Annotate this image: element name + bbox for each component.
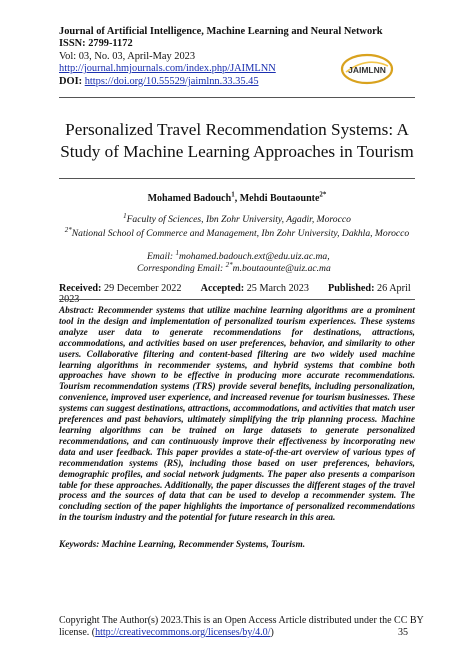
doi-link[interactable]: https://doi.org/10.55529/jaimlnn.33.35.45 bbox=[84, 75, 259, 87]
issn-line bbox=[59, 38, 359, 50]
journal-header bbox=[59, 26, 383, 88]
volume-line: Vol: 03, No. 03, April-May 2023 bbox=[59, 50, 196, 62]
license-link[interactable]: http://creativecommons.org/licenses/by/4.0/ bbox=[95, 627, 271, 638]
license-line-1: Copyright The Author(s) 2023.This is an Open Access Article distributed under the CC BY bbox=[59, 615, 424, 626]
title-line-2: Study of Machine Learning Approaches in Tourism bbox=[60, 142, 414, 161]
affiliation-2-sup: 2* bbox=[64, 225, 72, 234]
received-label: Received: bbox=[59, 283, 102, 294]
license-footer bbox=[59, 615, 424, 639]
license-line-2 bbox=[59, 627, 415, 639]
author-1-sup: 1 bbox=[231, 190, 235, 199]
author-2: Mehdi Boutaounte bbox=[239, 193, 320, 204]
journal-url-link[interactable]: http://journal.hmjournals.com/index.php/JAIMLNN bbox=[59, 63, 276, 75]
affiliation-1 bbox=[40, 211, 434, 225]
email-sup: 1 bbox=[175, 248, 180, 257]
corresponding-email-line bbox=[137, 260, 331, 275]
corresponding-email-label: Corresponding Email: bbox=[137, 263, 224, 274]
doi-label: DOI: bbox=[59, 75, 83, 87]
affiliation-2-text: National School of Commerce and Management, Ibn Zohr University, Dakhla, Morocco bbox=[71, 228, 410, 239]
corresponding-email-address: m.boutaounte@uiz.ac.ma bbox=[232, 263, 331, 274]
corresponding-email-sup: 2* bbox=[225, 260, 233, 269]
author-separator: , bbox=[234, 193, 240, 204]
affiliation-1-text: Faculty of Sciences, Ibn Zohr University, Agadir, Morocco bbox=[126, 214, 351, 225]
title-line-1: Personalized Travel Recommendation Systems: A bbox=[65, 120, 409, 139]
dates-line bbox=[59, 283, 415, 305]
author-1: Mohamed Badouch bbox=[147, 193, 232, 204]
accepted-label: Accepted: bbox=[200, 283, 245, 294]
license-suffix: ) bbox=[270, 627, 274, 638]
issn-label: ISSN: bbox=[59, 38, 86, 50]
page-number: 35 bbox=[398, 627, 408, 638]
logo-text: JAIMLNN bbox=[348, 65, 386, 75]
journal-logo bbox=[340, 52, 394, 86]
title-divider bbox=[59, 178, 415, 179]
email-line bbox=[147, 248, 330, 263]
issn-value: 2799-1172 bbox=[88, 38, 133, 50]
affiliation-1-sup: 1 bbox=[123, 211, 127, 220]
dates-divider bbox=[59, 299, 415, 300]
author-list bbox=[40, 190, 434, 204]
keywords: Keywords: Machine Learning, Recommender Systems, Tourism. bbox=[59, 540, 306, 550]
published-label: Published: bbox=[328, 283, 375, 294]
received-date: 29 December 2022 bbox=[103, 283, 182, 294]
journal-name: Journal of Artificial Intelligence, Machine Learning and Neural Network bbox=[59, 26, 383, 37]
affiliation-2 bbox=[40, 225, 434, 239]
author-2-sup: 2* bbox=[319, 190, 327, 199]
paper-title bbox=[40, 119, 434, 163]
header-divider bbox=[59, 97, 415, 98]
abstract: Abstract: Recommender systems that utilize machine learning algorithms are a prominent tool in the design and implementation of personalized tourism experiences. These systems analyze user data to generate recommendations for destinations, attractions, accommodations, and activities based on user preferences, behavior, and similarity to other users. Collaborative filtering and content-based filtering are two widely used machine learning algorithms in recommender systems, and hybrid systems that combine both approaches have shown to be effective in producing more accurate recommendations. Tourism recommendation systems (TRS) provide several benefits, including personalization, convenience, improved user experience, and increased revenue for tourism businesses. These systems can suggest destinations, attractions, accommodations, and activities that match user preferences and past behaviors, ultimately simplifying the trip planning process. Machine learning algorithms can be trained on large datasets to generate personalized recommendations, and can continuously improve their effectiveness by incorporating new data and user feedback. This paper provides a state-of-the-art overview of various types of recommendation systems (RS), including those based on user preferences, behaviors, demographic profiles, and social network judgments. The paper also presents a comparison table for these approaches. Additionally, the paper discusses the different stages of the travel process and the sources of data that can be used to develop a recommender system. The concluding section of the paper highlights the importance of personalized recommendations in the tourism industry and the potential for future research in this area. bbox=[59, 306, 415, 524]
email-label: Email: bbox=[147, 251, 174, 262]
email-address: mohamed.badouch.ext@edu.uiz.ac.ma, bbox=[179, 251, 330, 262]
accepted-date: 25 March 2023 bbox=[246, 283, 309, 294]
license-prefix: license. ( bbox=[59, 627, 96, 638]
published-date: 26 April bbox=[377, 283, 411, 294]
